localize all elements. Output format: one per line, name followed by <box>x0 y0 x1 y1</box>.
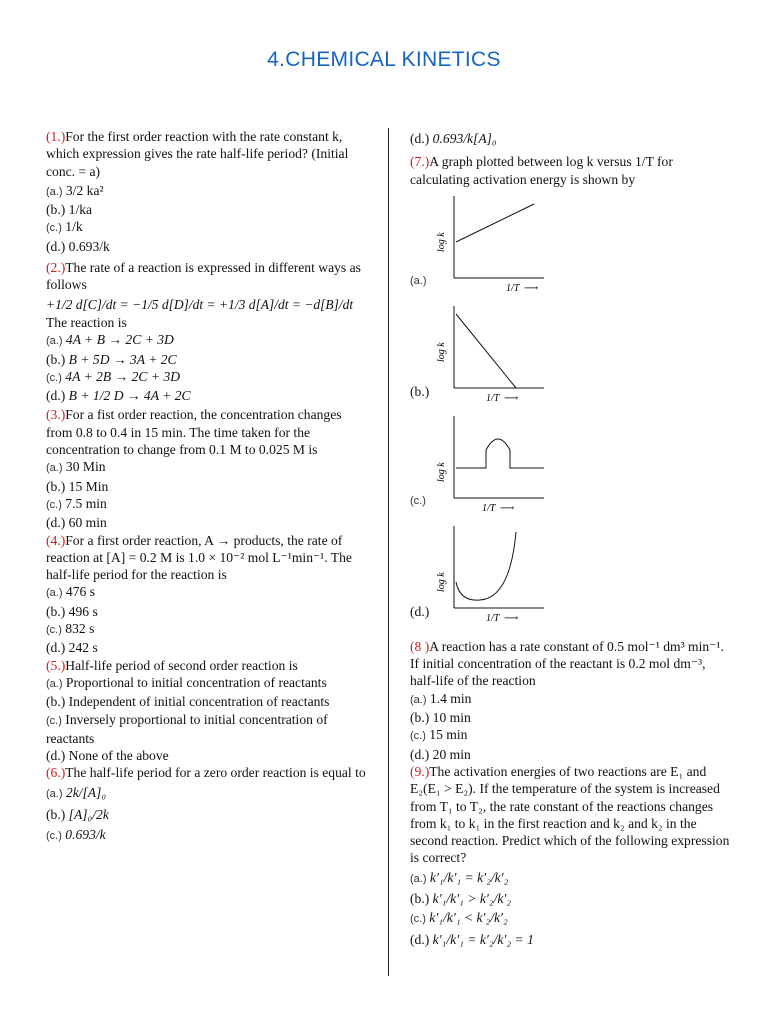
page-title: 4.CHEMICAL KINETICS <box>267 48 501 71</box>
question-4 <box>46 532 368 584</box>
option-b: (b.) [A]₀/2k <box>46 806 109 822</box>
option-c: (c.) 15 min <box>410 727 468 743</box>
question-text: The activation energies of two reactions are E₁ and E₂(E₁ > E₂). If the temperature of the system is increased from T₁ to T₂, the rate constant of the reactions changes from k₁ to k₁ in the first reaction and k₂ and k₂ in the second reaction. Predict which of the following expression is correct? <box>410 763 730 866</box>
question-2 <box>46 259 368 294</box>
option-label: (d.) <box>410 603 430 619</box>
question-number: (6.) <box>46 765 66 781</box>
plot-line <box>456 314 516 388</box>
option-a: (a.) 1.4 min <box>410 690 472 706</box>
question-number: (4.) <box>46 532 66 548</box>
question-text: A graph plotted between log k versus 1/T for calculating activation energy is shown by <box>410 154 673 187</box>
graph-c <box>436 412 550 516</box>
question-followup: The reaction is <box>46 314 127 330</box>
question-number: (8 ) <box>410 638 430 654</box>
arrow-right-icon: ⟶ <box>524 282 539 294</box>
question-number: (7.) <box>410 154 430 170</box>
rate-equation: +1/2 d[C]/dt = −1/5 d[D]/dt = +1/3 d[A]/dt = −d[B]/dt <box>46 296 354 312</box>
question-text: For the first order reaction with the rate constant k, which expression gives the rate half-life period? (Initial conc. = a) <box>46 129 349 179</box>
graph-b <box>436 302 550 406</box>
y-axis-label: log k <box>436 232 447 252</box>
question-9 <box>410 763 730 867</box>
option-b: (b.) Independent of initial concentration of reactants <box>46 694 330 710</box>
option-c: (c.) k′₁/k′₁ < k′₂/k′₂ <box>410 910 508 926</box>
arrow-right-icon: ⟶ <box>504 392 519 404</box>
option-d: (d.) 0.693/k[A]₀ <box>410 131 497 146</box>
graph-option-c <box>410 412 730 518</box>
option-c: (c.) 1/k <box>46 219 83 235</box>
x-axis-label: 1/T <box>486 612 500 624</box>
option-d: (d.) 242 s <box>46 640 98 656</box>
option-b: (b.) B + 5D → 3A + 2C <box>46 351 177 367</box>
question-8 <box>410 638 730 690</box>
question-1 <box>46 128 368 180</box>
option-a: (a.) 4A + B → 2C + 3D <box>46 332 174 348</box>
graph-option-b <box>410 302 730 408</box>
question-6 <box>46 764 368 781</box>
option-label: (c.) <box>410 494 426 507</box>
option-b: (b.) 1/ka <box>46 202 93 218</box>
option-a: (a.) Proportional to initial concentration of reactants <box>46 674 327 690</box>
x-axis-label: 1/T <box>482 502 496 514</box>
graph-d <box>436 522 550 626</box>
question-text: Half-life period of second order reaction is <box>65 657 298 673</box>
option-d: (d.) B + 1/2 D → 4A + 2C <box>46 388 191 404</box>
plot-line <box>456 204 534 242</box>
option-d: (d.) 60 min <box>46 515 107 531</box>
option-c: (c.) Inversely proportional to initial concentration of reactants <box>46 711 328 746</box>
question-5 <box>46 657 368 674</box>
question-number: (9.) <box>410 763 430 779</box>
option-a: (a.) 30 Min <box>46 459 106 475</box>
question-7 <box>410 153 730 188</box>
option-c: (c.) 832 s <box>46 621 95 637</box>
option-a: (a.) 2k/[A]₀ <box>46 784 107 800</box>
question-text: For a fist order reaction, the concentration changes from 0.8 to 0.4 in 15 min. The time taken for the concentration to change from 0.1 M to 0.025 M is <box>46 407 342 458</box>
question-number: (5.) <box>46 657 66 673</box>
option-d: (d.) 20 min <box>410 746 471 762</box>
option-b: (b.) k′₁/k′₁ > k′₂/k′₂ <box>410 891 512 907</box>
option-a: (a.) 476 s <box>46 584 95 600</box>
question-text: For a first order reaction, A → products, the rate of reaction at [A] = 0.2 M is 1.0 × 10⁻² mol L⁻¹min⁻¹. The half-life period for the reaction is <box>46 532 352 583</box>
x-axis-label: 1/T <box>506 282 520 294</box>
y-axis-label: log k <box>436 572 447 592</box>
option-d: (d.) None of the above <box>46 748 169 764</box>
question-3 <box>46 406 368 458</box>
option-d: (d.) k′₁/k′₁ = k′₂/k′₂ = 1 <box>410 931 534 947</box>
option-a: (a.) k′₁/k′₁ = k′₂/k′₂ <box>410 869 509 885</box>
graph-a <box>436 192 550 296</box>
plot-line <box>456 532 516 600</box>
option-b: (b.) 15 Min <box>46 478 109 494</box>
option-c: (c.) 7.5 min <box>46 495 107 511</box>
arrow-right-icon: ⟶ <box>500 502 515 514</box>
option-c: (c.) 4A + 2B → 2C + 3D <box>46 368 181 384</box>
option-a: (a.) 3/2 ka² <box>46 182 104 198</box>
graph-option-d <box>410 522 730 628</box>
plot-line <box>456 439 544 468</box>
option-d: (d.) 0.693/k <box>46 238 110 254</box>
option-b: (b.) 496 s <box>46 603 98 619</box>
column-divider <box>388 128 389 976</box>
left-column <box>46 128 368 846</box>
question-number: (2.) <box>46 260 66 276</box>
question-text: A reaction has a rate constant of 0.5 mol⁻¹ dm³ min⁻¹. If initial concentration of the reactant is 0.2 mol dm⁻³, half-life of the reaction <box>410 638 724 689</box>
y-axis-label: log k <box>436 462 447 482</box>
option-label: (a.) <box>410 274 427 287</box>
y-axis-label: log k <box>436 342 447 362</box>
question-text: The half-life period for a zero order reaction is equal to <box>65 765 366 781</box>
graph-option-a <box>410 192 730 298</box>
question-text: The rate of a reaction is expressed in different ways as follows <box>46 260 361 293</box>
option-label: (b.) <box>410 383 430 399</box>
question-number: (1.) <box>46 129 66 144</box>
question-number: (3.) <box>46 407 66 423</box>
arrow-right-icon: ⟶ <box>504 612 519 624</box>
right-column <box>410 128 730 948</box>
option-b: (b.) 10 min <box>410 710 471 726</box>
option-c: (c.) 0.693/k <box>46 827 106 843</box>
x-axis-label: 1/T <box>486 392 500 404</box>
